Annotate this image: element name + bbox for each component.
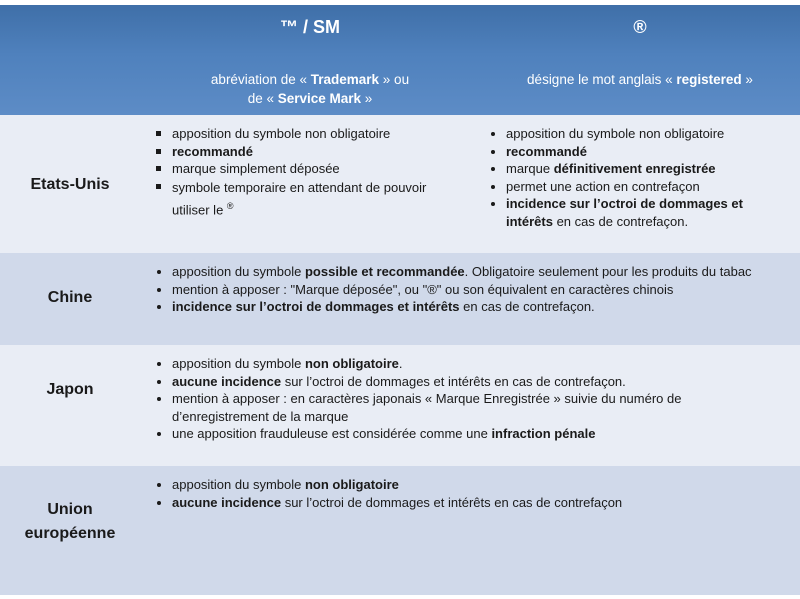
list-item: une apposition frauduleuse est considérée comme une infraction pénale <box>152 425 752 443</box>
registered-rules-list <box>486 125 786 230</box>
list-item: marque simplement déposée <box>152 160 472 178</box>
row-etats-unis <box>0 115 800 253</box>
registered-symbol-heading: ® <box>633 17 647 37</box>
table-header <box>0 5 800 115</box>
list-item: aucune incidence sur l’octroi de dommages et intérêts en cas de contrefaçon <box>152 494 772 512</box>
list-item: recommandé <box>152 143 472 161</box>
list-item: symbole temporaire en attendant de pouvoir utiliser le ® <box>152 178 472 219</box>
list-item: mention à apposer : "Marque déposée", ou "®" ou son équivalent en caractères chinois <box>152 281 772 299</box>
list-item: incidence sur l’octroi de dommages et intérêts en cas de contrefaçon. <box>486 195 786 230</box>
tm-sm-symbol-heading: ™ / SM <box>279 17 340 37</box>
rules-list <box>152 476 772 511</box>
list-item: aucune incidence sur l’octroi de dommages et intérêts en cas de contrefaçon. <box>152 373 752 391</box>
tm-sm-rules-list <box>152 125 472 219</box>
list-item: apposition du symbole non obligatoire <box>152 125 472 143</box>
rules-list <box>152 355 752 443</box>
list-item: marque définitivement enregistrée <box>486 160 786 178</box>
rules-list <box>152 263 772 316</box>
trademark-comparison-table <box>0 5 800 595</box>
country-label: Chine <box>47 289 93 306</box>
row-chine <box>0 253 800 345</box>
country-label: Union européenne <box>24 501 116 542</box>
list-item: mention à apposer : en caractères japonais « Marque Enregistrée » suivie du numéro de d’enregistrement de la marque <box>152 390 752 425</box>
row-union-europeenne <box>0 466 800 595</box>
list-item: apposition du symbole non obligatoire. <box>152 355 752 373</box>
list-item: permet une action en contrefaçon <box>486 178 786 196</box>
tm-sm-description: abréviation de « Trademark » ou de « Service Mark » <box>210 72 410 106</box>
list-item: apposition du symbole non obligatoire <box>152 476 772 494</box>
country-label: Japon <box>46 381 94 398</box>
list-item: apposition du symbole possible et recommandée. Obligatoire seulement pour les produits du tabac <box>152 263 772 281</box>
registered-description: désigne le mot anglais « registered » <box>527 72 753 87</box>
country-label: Etats-Unis <box>30 176 110 193</box>
row-japon <box>0 345 800 466</box>
list-item: apposition du symbole non obligatoire <box>486 125 786 143</box>
list-item: recommandé <box>486 143 786 161</box>
list-item: incidence sur l’octroi de dommages et intérêts en cas de contrefaçon. <box>152 298 772 316</box>
